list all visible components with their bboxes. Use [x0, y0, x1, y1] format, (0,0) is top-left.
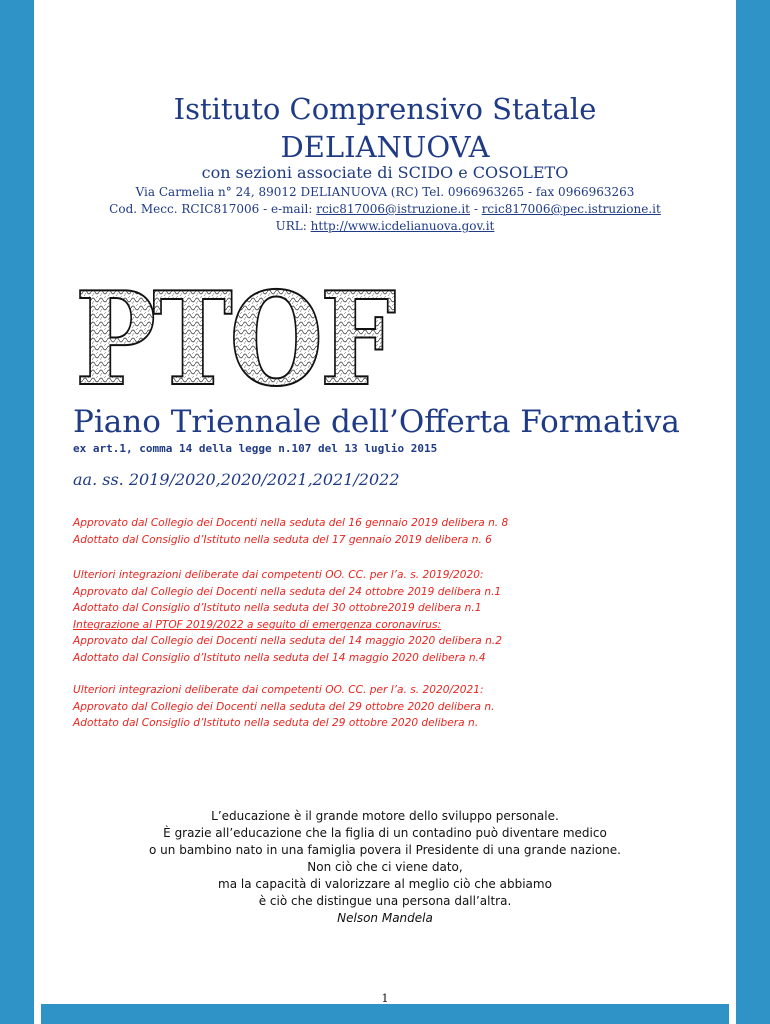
ptof-logo [75, 265, 396, 415]
page-margin-right [729, 0, 736, 1024]
approval-block-1 [73, 515, 508, 548]
approval-block-3 [73, 682, 494, 732]
school-years: aa. ss. 2019/2020,2020/2021,2021/2022 [73, 470, 400, 489]
approval-block-2 [73, 567, 502, 666]
school-sections: con sezioni associate di SCIDO e COSOLETO [201, 163, 569, 182]
page-number: 1 [381, 992, 389, 1005]
approval-line: Adottato dal Consiglio d’Istituto nella seduta del 17 gennaio 2019 delibera n. 6 [73, 533, 492, 546]
page-border-right [736, 0, 770, 1024]
mandela-quote [41, 808, 729, 927]
page-border-bottom [0, 1004, 770, 1024]
school-code-line [41, 201, 729, 218]
approval-line: Approvato dal Collegio dei Docenti nella seduta del 24 ottobre 2019 delibera n.1 [73, 585, 502, 598]
pec-link[interactable]: rcic817006@pec.istruzione.it [481, 202, 661, 216]
school-name-line2: DELIANUOVA [280, 130, 490, 164]
quote-line: è ciò che distingue una persona dall’altra. [258, 894, 512, 908]
approval-line: Approvato dal Collegio dei Docenti nella seduta del 16 gennaio 2019 delibera n. 8 [73, 517, 509, 529]
school-name [41, 90, 729, 166]
quote-line: Non ciò che ci viene dato, [307, 860, 463, 874]
email-link[interactable]: rcic817006@istruzione.it [316, 202, 470, 216]
approval-line: Ulteriori integrazioni deliberate dai competenti OO. CC. per l’a. s. 2019/2020: [73, 569, 484, 581]
email-separator: - [470, 202, 482, 216]
school-contacts [41, 184, 729, 235]
ptof-logo-text: PTOF [75, 265, 396, 415]
quote-line: È grazie all’educazione che la figlia di un contadino può diventare medico [163, 826, 607, 840]
approval-line: Approvato dal Collegio dei Docenti nella seduta del 29 ottobre 2020 delibera n. [73, 700, 495, 713]
page-margin-left [34, 0, 41, 1024]
quote-line: ma la capacità di valorizzare al meglio ciò che abbiamo [218, 877, 552, 891]
school-name-line1: Istituto Comprensivo Statale [173, 92, 597, 126]
quote-line: L’educazione è il grande motore dello sviluppo personale. [211, 809, 559, 823]
page-border-left [0, 0, 34, 1024]
approval-line: Approvato dal Collegio dei Docenti nella seduta del 14 maggio 2020 delibera n.2 [73, 635, 502, 647]
school-address: Via Carmelia n° 24, 89012 DELIANUOVA (RC) Tel. 0966963265 - fax 0966963263 [135, 185, 635, 199]
approval-line: Adottato dal Consiglio d’Istituto nella seduta del 30 ottobre2019 delibera n.1 [73, 602, 482, 614]
url-line [41, 218, 729, 235]
approval-line: Adottato dal Consiglio d’Istituto nella seduta del 29 ottobre 2020 delibera n. [73, 717, 479, 729]
school-code: Cod. Mecc. RCIC817006 - e-mail: [109, 202, 317, 216]
legal-reference: ex art.1, comma 14 della legge n.107 del 13 luglio 2015 [73, 442, 438, 455]
quote-line: o un bambino nato in una famiglia povera il Presidente di una grande nazione. [149, 843, 621, 857]
document-page [41, 0, 729, 1005]
quote-author: Nelson Mandela [337, 911, 433, 925]
approval-heading-coronavirus: Integrazione al PTOF 2019/2022 a seguito di emergenza coronavirus: [73, 618, 442, 631]
approval-line: Ulteriori integrazioni deliberate dai competenti OO. CC. per l’a. s. 2020/2021: [73, 684, 484, 696]
website-link[interactable]: http://www.icdelianuova.gov.it [310, 219, 495, 233]
approval-line: Adottato dal Consiglio d’Istituto nella seduta del 14 maggio 2020 delibera n.4 [73, 651, 486, 664]
document-title: Piano Triennale dell’Offerta Formativa [73, 404, 680, 440]
url-label: URL: [275, 219, 311, 233]
